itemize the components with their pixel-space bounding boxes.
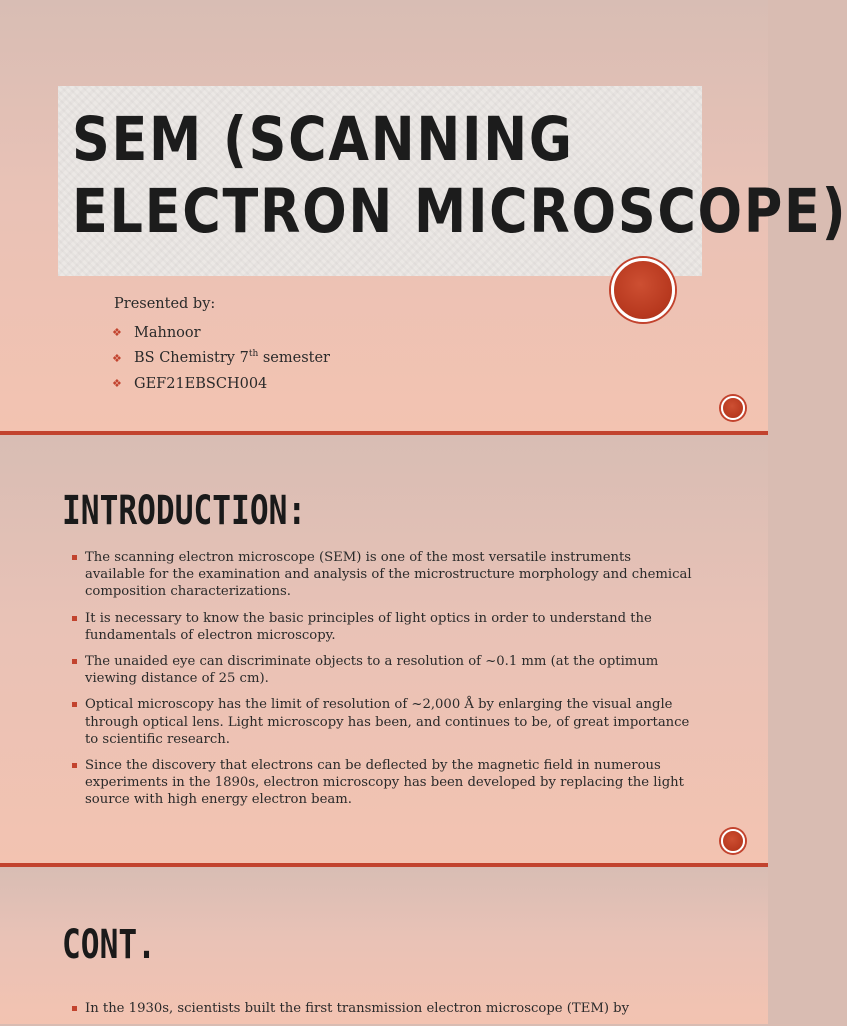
- small-circle-icon: [721, 396, 745, 420]
- diamond-bullet-icon: ❖: [112, 351, 122, 365]
- decorative-circle-icon: [611, 258, 675, 322]
- small-circle-icon: [721, 829, 745, 853]
- list-item: [112, 371, 330, 397]
- bullet-list: [72, 549, 692, 818]
- program-info: BS Chemistry 7th semester: [134, 349, 330, 367]
- bullet-item: Optical microscopy has the limit of resolution of ~2,000 Å by enlarging the visual angle through optical lens. Light microscopy has been, and continues to be, of great importance to scientific research.: [72, 696, 692, 748]
- presented-by-label: Presented by:: [114, 296, 216, 312]
- bullet-item: It is necessary to know the basic principles of light optics in order to understand the fundamentals of electron microscopy.: [72, 610, 692, 644]
- title-line-2: ELECTRON MICROSCOPE): [72, 176, 847, 247]
- diamond-bullet-icon: ❖: [112, 326, 122, 340]
- presenter-name: Mahnoor: [134, 324, 201, 341]
- slide-title: [72, 104, 847, 248]
- slide-heading: CONT.: [62, 922, 156, 968]
- title-line-1: SEM (SCANNING: [72, 104, 574, 175]
- cont-slide: [0, 867, 768, 1024]
- title-box: [58, 86, 847, 276]
- title-slide: [0, 0, 847, 431]
- list-item: [112, 320, 330, 346]
- bullet-item: The scanning electron microscope (SEM) is one of the most versatile instruments available for the examination and analysis of the microstructure morphology and chemical composition characterizations.: [72, 549, 692, 601]
- bullet-item: Since the discovery that electrons can be deflected by the magnetic field in numerous experiments in the 1890s, electron microscopy has been developed by replacing the light source with high energy electron beam.: [72, 757, 692, 809]
- bullet-list: [72, 1000, 692, 1026]
- list-item: [112, 346, 330, 372]
- bullet-item: The unaided eye can discriminate objects to a resolution of ~0.1 mm (at the optimum viewing distance of 25 cm).: [72, 653, 692, 687]
- introduction-slide: [0, 435, 768, 863]
- bullet-item: In the 1930s, scientists built the first transmission electron microscope (TEM) by: [72, 1000, 692, 1017]
- diamond-bullet-icon: ❖: [112, 377, 122, 391]
- roll-number: GEF21EBSCH004: [134, 375, 268, 392]
- slide-heading: INTRODUCTION:: [62, 488, 307, 534]
- presenter-details-list: [112, 320, 330, 397]
